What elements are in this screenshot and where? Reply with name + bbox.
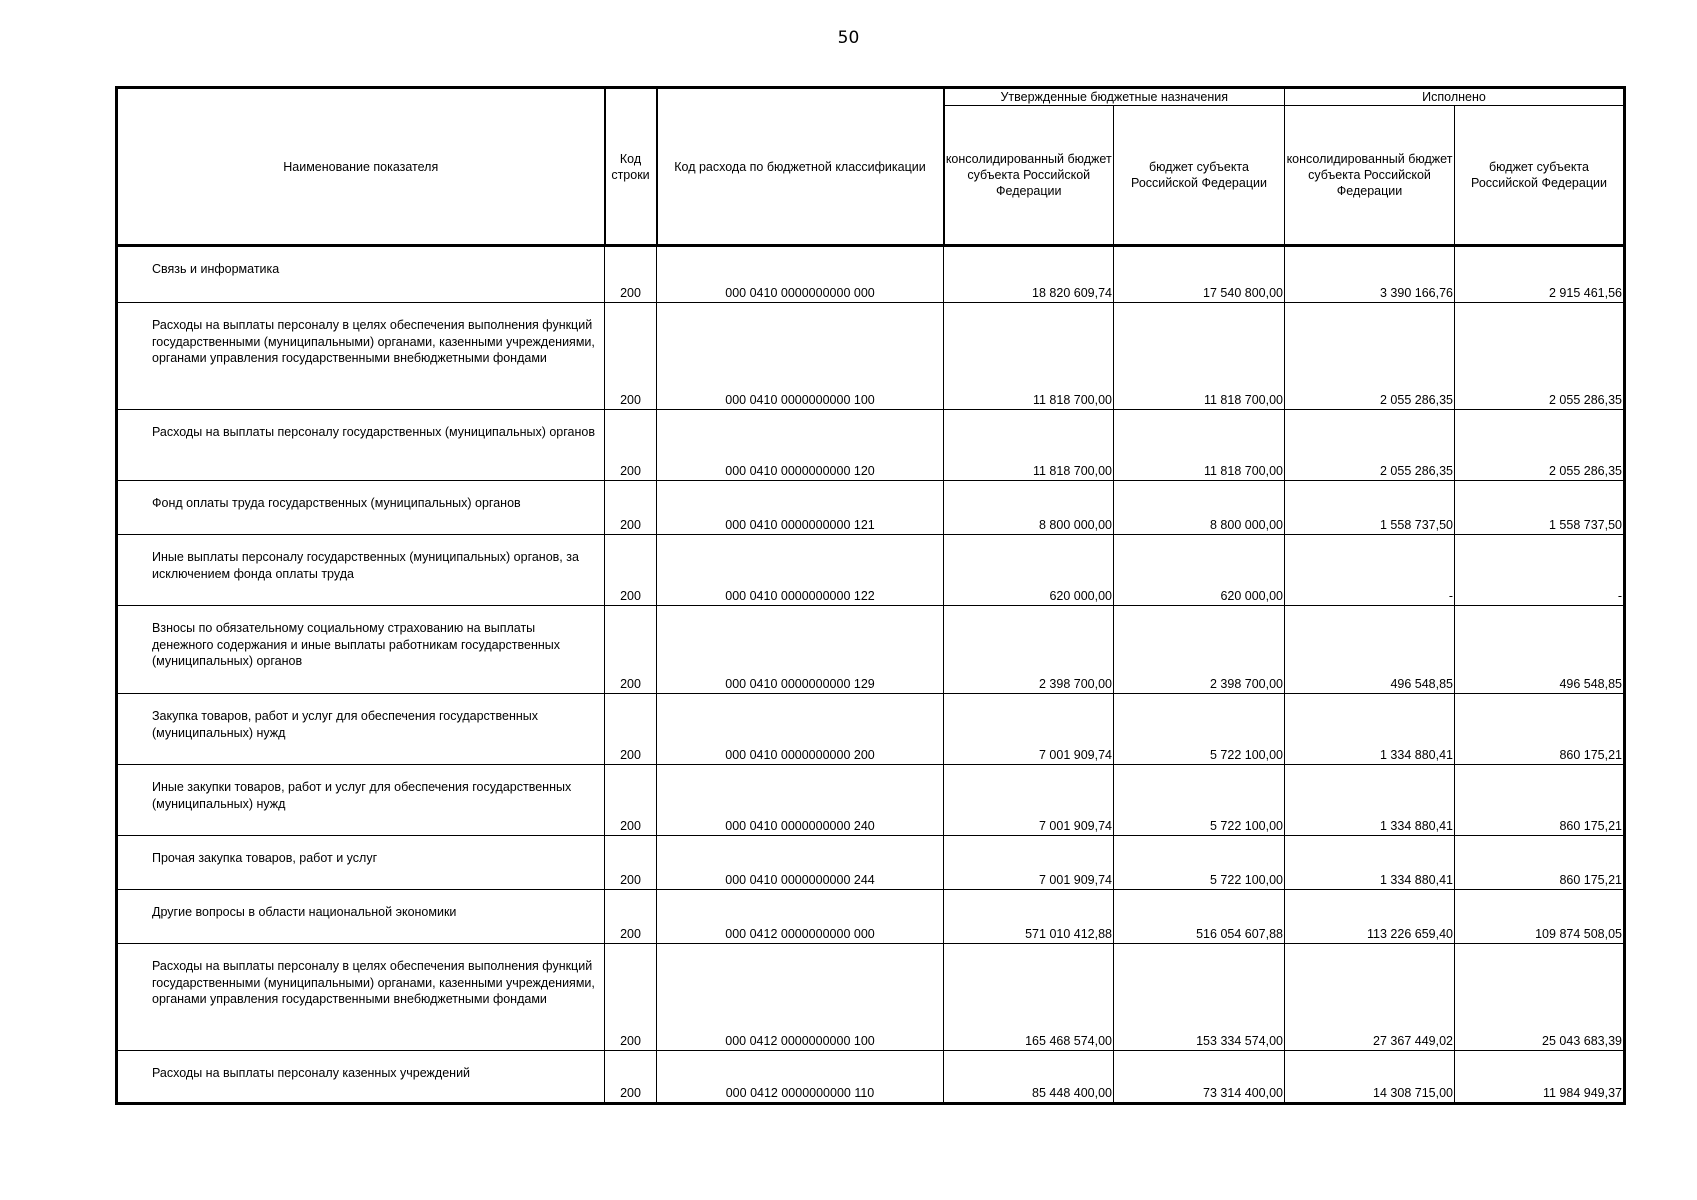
row-approved-subject: 73 314 400,00 — [1114, 1051, 1285, 1104]
row-line-code: 200 — [605, 303, 657, 410]
header-executed-subject: бюджет субъекта Российской Федерации — [1455, 106, 1625, 246]
row-executed-consolidated: 1 334 880,41 — [1285, 765, 1455, 836]
row-approved-consolidated: 165 468 574,00 — [944, 944, 1114, 1051]
table-body — [117, 246, 1625, 1104]
row-approved-subject: 11 818 700,00 — [1114, 410, 1285, 481]
row-name: Фонд оплаты труда государственных (муниципальных) органов — [117, 481, 605, 535]
row-approved-subject: 153 334 574,00 — [1114, 944, 1285, 1051]
row-class-code: 000 0410 0000000000 120 — [657, 410, 944, 481]
budget-execution-table — [115, 86, 1626, 1105]
row-executed-consolidated: 113 226 659,40 — [1285, 890, 1455, 944]
header-approved-consolidated: консолидированный бюджет субъекта Российской Федерации — [944, 106, 1114, 246]
row-executed-subject: 1 558 737,50 — [1455, 481, 1625, 535]
row-executed-consolidated: 27 367 449,02 — [1285, 944, 1455, 1051]
row-class-code: 000 0410 0000000000 240 — [657, 765, 944, 836]
row-approved-consolidated: 8 800 000,00 — [944, 481, 1114, 535]
row-class-code: 000 0412 0000000000 000 — [657, 890, 944, 944]
row-class-code: 000 0410 0000000000 122 — [657, 535, 944, 606]
row-executed-consolidated: 496 548,85 — [1285, 606, 1455, 694]
row-approved-subject: 5 722 100,00 — [1114, 694, 1285, 765]
row-approved-subject: 11 818 700,00 — [1114, 303, 1285, 410]
header-executed-group: Исполнено — [1285, 88, 1625, 106]
row-executed-subject: 860 175,21 — [1455, 765, 1625, 836]
row-class-code: 000 0412 0000000000 100 — [657, 944, 944, 1051]
row-executed-subject: 860 175,21 — [1455, 836, 1625, 890]
row-executed-subject: 2 055 286,35 — [1455, 410, 1625, 481]
row-class-code: 000 0410 0000000000 244 — [657, 836, 944, 890]
row-line-code: 200 — [605, 481, 657, 535]
row-line-code: 200 — [605, 535, 657, 606]
row-approved-consolidated: 571 010 412,88 — [944, 890, 1114, 944]
row-class-code: 000 0412 0000000000 110 — [657, 1051, 944, 1104]
row-executed-consolidated: 2 055 286,35 — [1285, 410, 1455, 481]
row-executed-consolidated: 1 334 880,41 — [1285, 836, 1455, 890]
row-line-code: 200 — [605, 606, 657, 694]
row-class-code: 000 0410 0000000000 121 — [657, 481, 944, 535]
row-line-code: 200 — [605, 410, 657, 481]
row-name: Закупка товаров, работ и услуг для обеспечения государственных (муниципальных) нужд — [117, 694, 605, 765]
table-header — [117, 88, 1625, 246]
table-row — [117, 606, 1625, 694]
table-row — [117, 303, 1625, 410]
row-executed-consolidated: 1 334 880,41 — [1285, 694, 1455, 765]
row-line-code: 200 — [605, 944, 657, 1051]
table-row — [117, 1051, 1625, 1104]
table-row — [117, 694, 1625, 765]
row-executed-subject: 25 043 683,39 — [1455, 944, 1625, 1051]
row-executed-subject: 2 915 461,56 — [1455, 246, 1625, 303]
row-line-code: 200 — [605, 694, 657, 765]
row-approved-subject: 620 000,00 — [1114, 535, 1285, 606]
row-approved-consolidated: 85 448 400,00 — [944, 1051, 1114, 1104]
row-executed-consolidated: 3 390 166,76 — [1285, 246, 1455, 303]
row-executed-subject: 2 055 286,35 — [1455, 303, 1625, 410]
row-approved-consolidated: 620 000,00 — [944, 535, 1114, 606]
row-line-code: 200 — [605, 1051, 657, 1104]
table-row — [117, 481, 1625, 535]
table-row — [117, 246, 1625, 303]
row-line-code: 200 — [605, 246, 657, 303]
row-name: Расходы на выплаты персоналу в целях обеспечения выполнения функций государственными (муниципальными) органами, казенными учреждениями, органами управления государственными внебюджетными фондами — [117, 944, 605, 1051]
row-name: Прочая закупка товаров, работ и услуг — [117, 836, 605, 890]
row-line-code: 200 — [605, 836, 657, 890]
row-name: Связь и информатика — [117, 246, 605, 303]
table-row — [117, 535, 1625, 606]
row-approved-consolidated: 7 001 909,74 — [944, 765, 1114, 836]
page-number: 50 — [837, 28, 860, 48]
row-executed-consolidated: 14 308 715,00 — [1285, 1051, 1455, 1104]
row-class-code: 000 0410 0000000000 200 — [657, 694, 944, 765]
row-executed-consolidated: 1 558 737,50 — [1285, 481, 1455, 535]
row-name: Взносы по обязательному социальному страхованию на выплаты денежного содержания и иные выплаты работникам государственных (муниципальных) органов — [117, 606, 605, 694]
row-executed-subject: 109 874 508,05 — [1455, 890, 1625, 944]
row-executed-consolidated: 2 055 286,35 — [1285, 303, 1455, 410]
row-approved-subject: 17 540 800,00 — [1114, 246, 1285, 303]
row-name: Расходы на выплаты персоналу казенных учреждений — [117, 1051, 605, 1104]
row-name: Иные выплаты персоналу государственных (муниципальных) органов, за исключением фонда оплаты труда — [117, 535, 605, 606]
header-executed-consolidated: консолидированный бюджет субъекта Российской Федерации — [1285, 106, 1455, 246]
row-name: Расходы на выплаты персоналу в целях обеспечения выполнения функций государственными (муниципальными) органами, казенными учреждениями, органами управления государственными внебюджетными фондами — [117, 303, 605, 410]
row-executed-consolidated: - — [1285, 535, 1455, 606]
table-row — [117, 890, 1625, 944]
row-approved-consolidated: 7 001 909,74 — [944, 836, 1114, 890]
row-approved-subject: 5 722 100,00 — [1114, 836, 1285, 890]
header-name: Наименование показателя — [117, 88, 605, 246]
row-approved-consolidated: 11 818 700,00 — [944, 303, 1114, 410]
row-executed-subject: 11 984 949,37 — [1455, 1051, 1625, 1104]
row-line-code: 200 — [605, 890, 657, 944]
row-executed-subject: 860 175,21 — [1455, 694, 1625, 765]
row-name: Расходы на выплаты персоналу государственных (муниципальных) органов — [117, 410, 605, 481]
row-approved-consolidated: 18 820 609,74 — [944, 246, 1114, 303]
row-approved-consolidated: 11 818 700,00 — [944, 410, 1114, 481]
header-approved-group: Утвержденные бюджетные назначения — [944, 88, 1285, 106]
row-class-code: 000 0410 0000000000 129 — [657, 606, 944, 694]
row-approved-subject: 516 054 607,88 — [1114, 890, 1285, 944]
row-executed-subject: - — [1455, 535, 1625, 606]
table-row — [117, 765, 1625, 836]
header-class-code: Код расхода по бюджетной классификации — [657, 88, 944, 246]
row-approved-subject: 8 800 000,00 — [1114, 481, 1285, 535]
row-approved-consolidated: 7 001 909,74 — [944, 694, 1114, 765]
row-line-code: 200 — [605, 765, 657, 836]
row-executed-subject: 496 548,85 — [1455, 606, 1625, 694]
table-row — [117, 410, 1625, 481]
row-approved-consolidated: 2 398 700,00 — [944, 606, 1114, 694]
row-class-code: 000 0410 0000000000 000 — [657, 246, 944, 303]
row-name: Иные закупки товаров, работ и услуг для обеспечения государственных (муниципальных) нужд — [117, 765, 605, 836]
table-row — [117, 836, 1625, 890]
row-approved-subject: 2 398 700,00 — [1114, 606, 1285, 694]
header-line-code: Код строки — [605, 88, 657, 246]
table-row — [117, 944, 1625, 1051]
row-class-code: 000 0410 0000000000 100 — [657, 303, 944, 410]
row-approved-subject: 5 722 100,00 — [1114, 765, 1285, 836]
row-name: Другие вопросы в области национальной экономики — [117, 890, 605, 944]
header-approved-subject: бюджет субъекта Российской Федерации — [1114, 106, 1285, 246]
